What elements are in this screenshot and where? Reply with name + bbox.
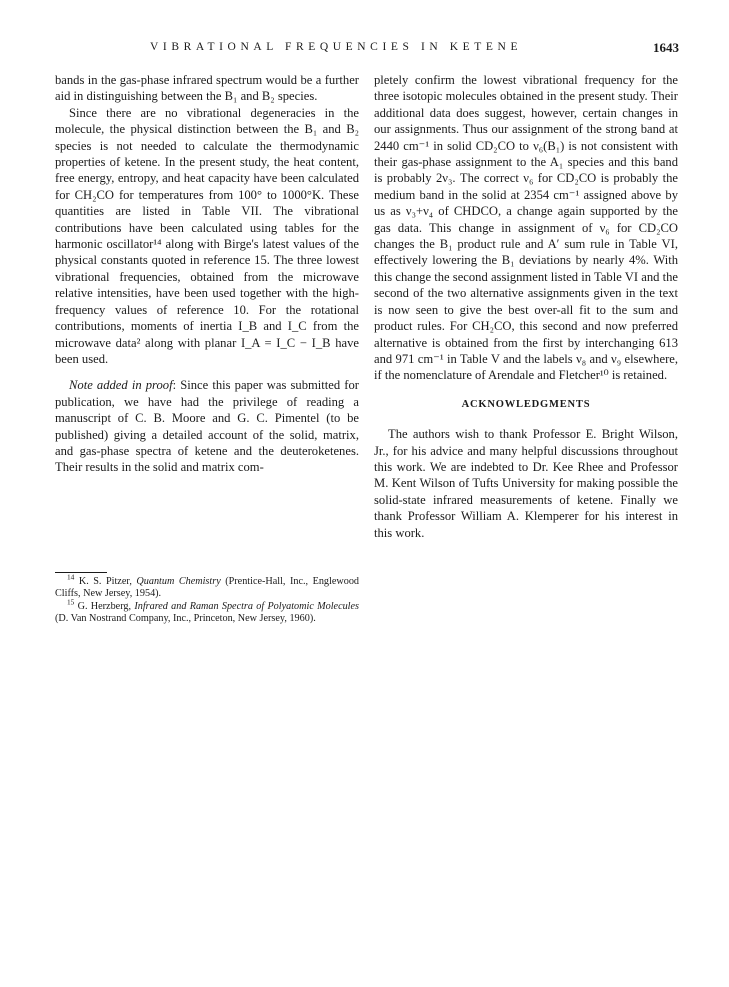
- paragraph-thermodynamics: Since there are no vibrational degeneracies in the molecule, the physical distinction between the B₁ and B₂ species is not needed to calculate the thermodynamic properties of ketene. In the present study, the heat content, free energy, entropy, and heat capacity have been calculated for CH₂CO for temperatures from 100° to 1000°K. These quantities are listed in Table VII. The vibrational contributions have been calculated using tables for the harmonic oscillator¹⁴ along with Birge's latest values of the physical constants quoted in reference 15. The three lowest vibrational frequencies, obtained from the microwave relative intensities, have been used together with the high-frequency values of reference 10. For the rotational contributions, moments of inertia I_B and I_C from the microwave data² along with planar I_A = I_C − I_B have been used.: [55, 105, 359, 366]
- footnote-14: [55, 572, 360, 601]
- note-text: : Since this paper was submitted for publication, we have had the privilege of reading a manuscript of C. B. Moore and G. C. Pimentel (to be published) giving a detailed account of the solid, matrix, and gas-phase spectra of ketene and the deuteroketenes. Their results in the solid and matrix com-: [55, 378, 359, 475]
- footnote-author: K. S. Pitzer,: [78, 576, 132, 587]
- page-number: 1643: [653, 40, 679, 55]
- footnote-rest: (Prentice-Hall, Inc., Englewood Cliffs, New Jersey, 1954).: [55, 576, 360, 600]
- footnote-mark: 14: [67, 572, 75, 582]
- right-column: [374, 72, 678, 541]
- footnote-rule: [55, 572, 107, 573]
- section-heading: ACKNOWLEDGMENTS: [461, 398, 591, 410]
- note-label: Note added in proof: [69, 378, 173, 393]
- left-column: [55, 72, 359, 476]
- footnote-work: Quantum Chemistry: [136, 576, 221, 587]
- footnotes: [55, 572, 360, 625]
- footnote-mark: 15: [67, 597, 75, 607]
- paragraph-proof-continuation: pletely confirm the lowest vibrational frequency for the three isotopic molecules obtained in the present study. Their additional data does suggest, however, certain changes in our assignments. Thus our assignment of the strong band at 2440 cm⁻¹ in solid CD₂CO to ν₆(B₁) is not consistent with their gas-phase assignment to the A₁ species and this band is probably 2ν₃. The correct ν₆ for CD₂CO is probably the medium band in the solid at 2354 cm⁻¹ assigned above by us as ν₃+ν₄ of CHDCO, a change again supported by the gas data. This change in assignment of ν₆ for CD₂CO changes the B₁ product rule and A′ sum rule in Table VI, effectively lowering the B₁ deviations by nearly 4%. With this change the second assignment listed in Table VI and the second of the two alternative assignments given in the text is now seen to give the best over-all fit to the sum and product rules. For CH₂CO, this second and now preferred alternative is obtained from the first by interchanging 613 and 971 cm⁻¹ in Table V and the labels ν₈ and ν₉ elsewhere, if the nomenclature of Arendale and Fletcher¹⁰ is retained.: [374, 73, 678, 383]
- footnote-15: [55, 597, 359, 626]
- running-head: [0, 41, 729, 57]
- paragraph-continuation: bands in the gas-phase infrared spectrum would be a further aid in distinguishing between the B₁ and B₂ species.: [55, 73, 359, 104]
- paragraph-acknowledgments: The authors wish to thank Professor E. Bright Wilson, Jr., for his advice and many helpful discussions throughout this work. We are indebted to Dr. Kee Rhee and Professor M. Kent Wilson of Tufts University for making possible the solid-state infrared measurements of ketene. Finally we thank Professor William A. Klemperer for his interest in this work.: [374, 427, 678, 540]
- note-added-in-proof: [55, 377, 359, 475]
- footnote-rest: (D. Van Nostrand Company, Inc., Princeton, New Jersey, 1960).: [55, 612, 316, 624]
- footnote-work: Infrared and Raman Spectra of Polyatomic Molecules: [134, 600, 359, 612]
- running-title: VIBRATIONAL FREQUENCIES IN KETENE: [150, 41, 523, 53]
- footnote-author: G. Herzberg,: [77, 600, 132, 612]
